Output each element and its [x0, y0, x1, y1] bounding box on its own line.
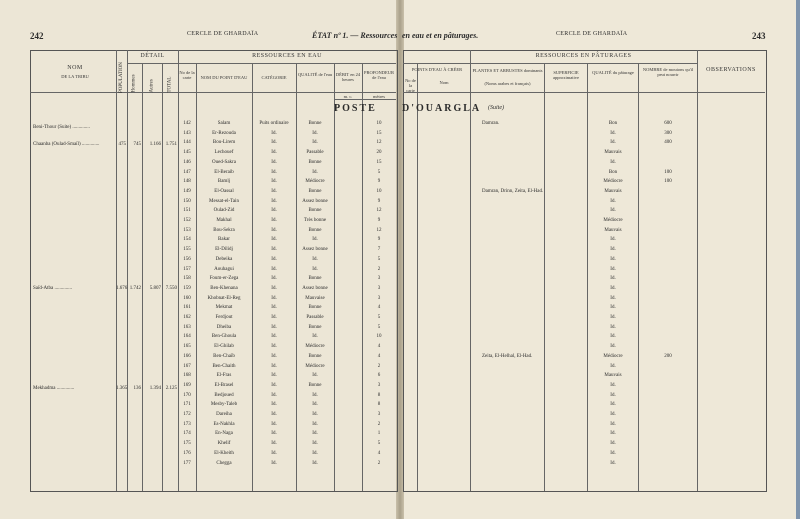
water-point-quality: Id. — [312, 392, 318, 398]
water-point-quality: Médiocre — [305, 363, 325, 369]
water-point-category: Id. — [271, 344, 277, 350]
water-point-number: 160 — [183, 295, 191, 301]
section-title-left: POSTE — [334, 103, 377, 114]
water-point-name: Bou-Lirem — [212, 140, 236, 146]
water-point-name: El-Kheith — [214, 450, 234, 456]
water-point-quality: Bonne — [308, 121, 322, 126]
water-point-depth: 5 — [377, 169, 381, 175]
right-running-head: CERCLE DE GHARDAÏA — [556, 31, 628, 37]
water-point-number: 173 — [183, 421, 191, 427]
water-point-depth: 9 — [377, 218, 381, 223]
water-point-number: 175 — [183, 441, 191, 447]
pasture-quality: Id. — [610, 159, 616, 165]
water-point-name: Bou-Sekra — [213, 227, 235, 233]
pasture-quality: Id. — [610, 421, 616, 427]
pasture-plants: Damran, Drinn, Zeita, El-Had. — [482, 188, 544, 194]
pasture-quality: Id. — [610, 382, 616, 388]
water-point-number: 163 — [183, 324, 191, 330]
water-point-depth: 1 — [377, 431, 381, 437]
water-point-name: Messat-el-Tain — [209, 198, 239, 204]
pasture-quality: Id. — [610, 344, 616, 350]
water-point-quality: Très bonne — [303, 218, 327, 223]
water-point-quality: Bonne — [308, 188, 322, 194]
pasture-quality: Id. — [610, 315, 616, 320]
header-no-carte-2: No de la carte — [405, 78, 416, 93]
water-point-quality: Id. — [312, 256, 318, 262]
water-point-name: Mekmat — [215, 305, 233, 311]
water-point-category: Id. — [271, 198, 277, 204]
tribe-total: 2.125 — [165, 386, 177, 391]
water-point-number: 146 — [183, 159, 191, 165]
water-point-depth: 3 — [377, 382, 381, 388]
water-point-category: Id. — [271, 285, 277, 291]
water-point-number: 177 — [183, 460, 191, 466]
water-point-quality: Id. — [312, 334, 318, 340]
water-point-category: Id. — [271, 179, 277, 185]
tribe-population: 475 — [118, 142, 126, 147]
water-point-category: Id. — [271, 402, 277, 408]
header-plantes-sub: (Noms arabes et français) — [484, 81, 531, 86]
water-point-category: Id. — [271, 227, 277, 233]
water-point-category: Id. — [271, 305, 277, 311]
water-point-category: Id. — [271, 353, 277, 359]
pasture-quality: Id. — [610, 256, 616, 262]
water-point-depth: 2 — [377, 266, 381, 272]
water-point-number: 169 — [183, 382, 191, 388]
header-nom-point: NOM DU POINT D'EAU — [200, 75, 248, 80]
tribe-name: Chaanba (Oulad-Smaïl) .............. — [33, 142, 100, 147]
pasture-quality: Médiocre — [603, 353, 623, 359]
water-point-category: Id. — [271, 130, 277, 136]
water-point-number: 147 — [183, 169, 191, 175]
water-point-number: 145 — [183, 150, 191, 156]
water-point-quality: Id. — [312, 130, 318, 136]
water-point-category: Id. — [271, 218, 277, 223]
water-point-name: El-Fras — [216, 373, 232, 379]
water-point-name: Khobnat-El-Reg — [207, 295, 241, 301]
left-page-number: 242 — [30, 31, 44, 41]
right-title: en eau et en pâturages. — [402, 31, 479, 40]
water-point-category: Id. — [271, 441, 277, 447]
tribe-population: 1.676 — [116, 286, 128, 291]
water-point-depth: 4 — [377, 305, 381, 311]
water-point-quality: Id. — [312, 140, 318, 146]
water-point-name: El-Ghilab — [214, 344, 234, 350]
water-point-category: Id. — [271, 363, 277, 369]
water-point-name: Debeika — [215, 256, 233, 262]
water-point-name: Chegga — [216, 460, 232, 466]
water-point-quality: Bonne — [308, 208, 322, 214]
water-point-quality: Bonne — [308, 324, 322, 330]
pasture-quality: Id. — [610, 198, 616, 204]
water-point-category: Id. — [271, 276, 277, 282]
water-point-category: Id. — [271, 431, 277, 437]
water-point-name: El-Dilidj — [215, 247, 233, 253]
water-point-name: Es-Nakhla — [213, 421, 235, 427]
water-point-name: Makhal — [216, 218, 232, 223]
water-point-name: Salam — [217, 121, 231, 126]
water-point-quality: Médiocre — [305, 344, 325, 350]
tribe-name: Beni-Thour (Suite) .............. — [33, 125, 90, 130]
water-point-number: 171 — [183, 402, 191, 408]
water-point-category: Id. — [271, 460, 277, 466]
pasture-quality: Médiocre — [603, 179, 623, 185]
pasture-capacity: 400 — [664, 140, 672, 146]
water-point-depth: 3 — [377, 276, 381, 282]
water-point-depth: 6 — [377, 373, 381, 379]
header-qualite-pat: QUALITÉ du pâturage — [592, 70, 634, 75]
water-point-depth: 12 — [376, 208, 382, 214]
water-point-name: Bamlj — [217, 179, 231, 185]
pasture-quality: Id. — [610, 334, 616, 340]
header-points-eau-creer: POINTS D'EAU À CRÉER — [411, 67, 463, 72]
water-point-depth: 2 — [377, 363, 381, 369]
water-point-category: Id. — [271, 237, 277, 243]
water-point-depth: 7 — [377, 247, 381, 253]
header-population: POPULATION — [119, 62, 124, 93]
tribe-autres: 5.807 — [149, 286, 161, 291]
water-point-depth: 5 — [377, 324, 381, 330]
header-superficie: SUPERFICIE approximative — [553, 70, 579, 80]
water-point-number: 174 — [183, 431, 191, 437]
water-point-depth: 3 — [377, 412, 381, 417]
pasture-quality: Bon — [608, 169, 618, 175]
pasture-quality: Id. — [610, 431, 616, 437]
water-point-name: Ben-Ghoula — [211, 334, 237, 340]
pasture-quality: Id. — [610, 237, 616, 243]
water-point-quality: Bonne — [308, 353, 322, 359]
water-point-quality: Bonne — [308, 159, 322, 165]
water-point-depth: 2 — [377, 421, 381, 427]
water-point-quality: Id. — [312, 441, 318, 447]
water-point-quality: Assez bonne — [302, 198, 328, 204]
pasture-quality: Id. — [610, 247, 616, 253]
water-point-quality: Id. — [312, 402, 318, 408]
page-edge — [796, 0, 800, 519]
pasture-quality: Id. — [610, 295, 616, 301]
water-point-category: Id. — [271, 373, 277, 379]
water-point-quality: Bonne — [308, 227, 322, 233]
water-point-depth: 8 — [377, 402, 381, 408]
water-point-number: 161 — [183, 305, 191, 311]
pasture-capacity: 300 — [664, 130, 672, 136]
water-point-name: Oulad-Zid — [213, 208, 235, 214]
water-point-depth: 3 — [377, 295, 381, 301]
water-point-quality: Bonne — [308, 276, 322, 282]
water-point-name: Aouhagui — [214, 266, 234, 272]
left-title: ÉTAT nº 1. — Ressources — [312, 31, 398, 40]
header-ressources-eau: RESSOURCES EN EAU — [252, 53, 322, 59]
section-title-right: D'OUARGLA — [402, 103, 482, 114]
right-page-number: 243 — [752, 31, 766, 41]
pasture-quality: Id. — [610, 324, 616, 330]
water-point-depth: 8 — [377, 392, 381, 398]
pasture-quality: Id. — [610, 450, 616, 456]
water-point-name: Dareiha — [216, 412, 232, 417]
header-hommes: Hommes — [131, 74, 137, 93]
pasture-quality: Médiocre — [603, 218, 623, 223]
header-nom-2: Nom — [439, 80, 449, 85]
pasture-quality: Mauvais — [604, 188, 622, 194]
water-point-quality: Id. — [312, 412, 318, 417]
header-nombre: NOMBRE de moutons qu'il peut nourrir — [642, 67, 694, 77]
pasture-quality: Id. — [610, 140, 616, 146]
header-nom: NOM — [67, 65, 83, 71]
header-categorie: CATÉGORIE — [261, 75, 287, 80]
water-point-name: Foum-er-Zega — [209, 276, 239, 282]
water-point-name: Bakar — [218, 237, 230, 243]
water-point-number: 167 — [183, 363, 191, 369]
tribe-autres: 1.166 — [149, 142, 161, 147]
water-point-category: Id. — [271, 412, 277, 417]
water-point-category: Id. — [271, 169, 277, 175]
water-point-depth: 9 — [377, 237, 381, 243]
water-point-quality: Id. — [312, 431, 318, 437]
water-point-number: 148 — [183, 179, 191, 185]
water-point-name: Lechouef — [214, 150, 234, 156]
header-qualite-eau: QUALITÉ de l'eau — [297, 72, 333, 77]
water-point-category: Id. — [271, 450, 277, 456]
header-nom-sub: DE LA TRIBU — [61, 74, 89, 79]
water-point-category: Id. — [271, 315, 277, 320]
water-point-number: 158 — [183, 276, 191, 282]
water-point-depth: 5 — [377, 256, 381, 262]
water-point-number: 164 — [183, 334, 191, 340]
tribe-total: 1.751 — [165, 142, 177, 147]
water-point-name: El-Brasel — [214, 382, 234, 388]
water-point-number: 151 — [183, 208, 191, 214]
pasture-capacity: 100 — [664, 179, 672, 185]
water-point-quality: Bonne — [308, 382, 322, 388]
water-point-name: Ferdjout — [215, 315, 233, 320]
water-point-number: 154 — [183, 237, 191, 243]
pasture-quality: Id. — [610, 441, 616, 447]
pasture-quality: Id. — [610, 363, 616, 369]
pasture-quality: Bon — [608, 121, 618, 126]
water-point-number: 159 — [183, 285, 191, 291]
pasture-quality: Mauvais — [604, 373, 622, 379]
tribe-autres: 1.394 — [149, 386, 161, 391]
water-point-quality: Passable — [306, 150, 324, 156]
water-point-quality: Id. — [312, 266, 318, 272]
water-point-number: 168 — [183, 373, 191, 379]
pasture-quality: Id. — [610, 460, 616, 466]
water-point-depth: 9 — [377, 179, 381, 185]
pasture-quality: Mauvais — [604, 227, 622, 233]
pasture-quality: Mauvais — [604, 150, 622, 156]
right-table-frame — [403, 50, 767, 492]
left-running-head: CERCLE DE GHARDAÏA — [187, 31, 259, 37]
water-point-category: Id. — [271, 188, 277, 194]
water-point-name: Ben-Chaïb — [213, 353, 235, 359]
header-total: TOTAL — [167, 76, 173, 93]
tribe-name: Saïd-Atba .............. — [33, 286, 73, 291]
water-point-category: Id. — [271, 392, 277, 398]
water-point-name: Dheiba — [216, 324, 232, 330]
header-debit: DÉBIT en 24 heures — [335, 72, 361, 82]
water-point-depth: 12 — [376, 227, 382, 233]
water-point-name: Khelif — [217, 441, 231, 447]
pasture-plants: Damran. — [482, 121, 500, 126]
water-point-name: Ben-Khenana — [210, 285, 238, 291]
water-point-number: 144 — [183, 140, 191, 146]
tribe-hommes: 136 — [133, 386, 141, 391]
pasture-quality: Id. — [610, 276, 616, 282]
water-point-quality: Id. — [312, 237, 318, 243]
water-point-quality: Id. — [312, 373, 318, 379]
header-observations: OBSERVATIONS — [706, 67, 756, 73]
water-point-number: 150 — [183, 198, 191, 204]
water-point-number: 149 — [183, 188, 191, 194]
water-point-depth: 2 — [377, 460, 381, 466]
pasture-quality: Id. — [610, 402, 616, 408]
water-point-depth: 10 — [376, 188, 382, 194]
water-point-number: 165 — [183, 344, 191, 350]
water-point-depth: 10 — [376, 121, 382, 126]
header-autres: Autres — [149, 79, 155, 93]
water-point-depth: 9 — [377, 198, 381, 204]
water-point-category: Id. — [271, 295, 277, 301]
header-no-carte: No de la carte — [179, 70, 195, 80]
water-point-category: Id. — [271, 421, 277, 427]
section-title-suite: (Suite) — [488, 105, 504, 111]
water-point-name: En-Naga — [215, 431, 233, 437]
water-point-quality: Id. — [312, 169, 318, 175]
water-point-depth: 4 — [377, 353, 381, 359]
water-point-name: Ben-Chaith — [212, 363, 236, 369]
pasture-quality: Id. — [610, 208, 616, 214]
water-point-quality: Id. — [312, 450, 318, 456]
pasture-capacity: 100 — [664, 169, 672, 175]
pasture-quality: Id. — [610, 305, 616, 311]
water-point-category: Puits ordinaire — [259, 121, 289, 126]
water-point-depth: 12 — [376, 140, 382, 146]
water-point-number: 172 — [183, 412, 191, 417]
tribe-hommes: 745 — [133, 142, 141, 147]
water-point-category: Id. — [271, 266, 277, 272]
water-point-depth: 4 — [377, 344, 381, 350]
water-point-number: 162 — [183, 315, 191, 320]
water-point-name: El-Beraib — [214, 169, 234, 175]
header-unit-metres: mètres — [373, 94, 385, 99]
water-point-number: 170 — [183, 392, 191, 398]
water-point-depth: 5 — [377, 441, 381, 447]
header-ressources-pat: RESSOURCES EN PÂTURAGES — [535, 53, 632, 59]
water-point-number: 156 — [183, 256, 191, 262]
water-point-number: 153 — [183, 227, 191, 233]
water-point-number: 143 — [183, 130, 191, 136]
water-point-quality: Passable — [306, 315, 324, 320]
water-point-category: Id. — [271, 140, 277, 146]
header-detail: DÉTAIL — [140, 53, 165, 59]
water-point-number: 157 — [183, 266, 191, 272]
water-point-category: Id. — [271, 256, 277, 262]
water-point-depth: 5 — [377, 315, 381, 320]
water-point-quality: Mauvaise — [305, 295, 325, 301]
pasture-plants: Zeita, El-Helhal, El-Had. — [482, 353, 533, 359]
pasture-quality: Id. — [610, 412, 616, 417]
tribe-total: 7.550 — [165, 286, 177, 291]
pasture-quality: Id. — [610, 266, 616, 272]
water-point-quality: Id. — [312, 460, 318, 466]
water-point-name: El-Oassal — [214, 188, 234, 194]
water-point-category: Id. — [271, 208, 277, 214]
water-point-depth: 15 — [376, 130, 382, 136]
water-point-category: Id. — [271, 382, 277, 388]
water-point-number: 176 — [183, 450, 191, 456]
water-point-category: Id. — [271, 324, 277, 330]
water-point-number: 155 — [183, 247, 191, 253]
pasture-capacity: 600 — [664, 121, 672, 126]
water-point-depth: 15 — [376, 159, 382, 165]
pasture-quality: Id. — [610, 392, 616, 398]
pasture-capacity: 200 — [664, 353, 672, 359]
water-point-depth: 20 — [376, 150, 382, 156]
water-point-number: 142 — [183, 121, 191, 126]
water-point-quality: Médiocre — [305, 179, 325, 185]
tribe-hommes: 1.742 — [129, 286, 141, 291]
water-point-quality: Assez bonne — [302, 285, 328, 291]
header-unit-m3: m. c. — [343, 94, 353, 99]
water-point-depth: 4 — [377, 450, 381, 456]
water-point-name: Er-Rezouda — [212, 130, 236, 136]
water-point-quality: Assez bonne — [302, 247, 328, 253]
header-profondeur: PROFONDEUR de l'eau — [363, 70, 394, 80]
water-point-depth: 3 — [377, 285, 381, 291]
water-point-name: Mesby-Taleb — [210, 402, 238, 408]
water-point-name: Oued-Sakra — [212, 159, 236, 165]
water-point-category: Id. — [271, 159, 277, 165]
pasture-quality: Id. — [610, 285, 616, 291]
water-point-category: Id. — [271, 150, 277, 156]
tribe-population: 1.365 — [116, 386, 128, 391]
pasture-quality: Id. — [610, 130, 616, 136]
water-point-category: Id. — [271, 334, 277, 340]
tribe-name: Mekhadma .............. — [33, 386, 75, 391]
water-point-number: 152 — [183, 218, 191, 223]
water-point-category: Id. — [271, 247, 277, 253]
water-point-number: 166 — [183, 353, 191, 359]
header-plantes: PLANTES ET ARBUSTES dominants — [472, 68, 543, 73]
water-point-depth: 10 — [376, 334, 382, 340]
water-point-name: Bedjoued — [214, 392, 234, 398]
water-point-quality: Id. — [312, 421, 318, 427]
water-point-quality: Bonne — [308, 305, 322, 311]
